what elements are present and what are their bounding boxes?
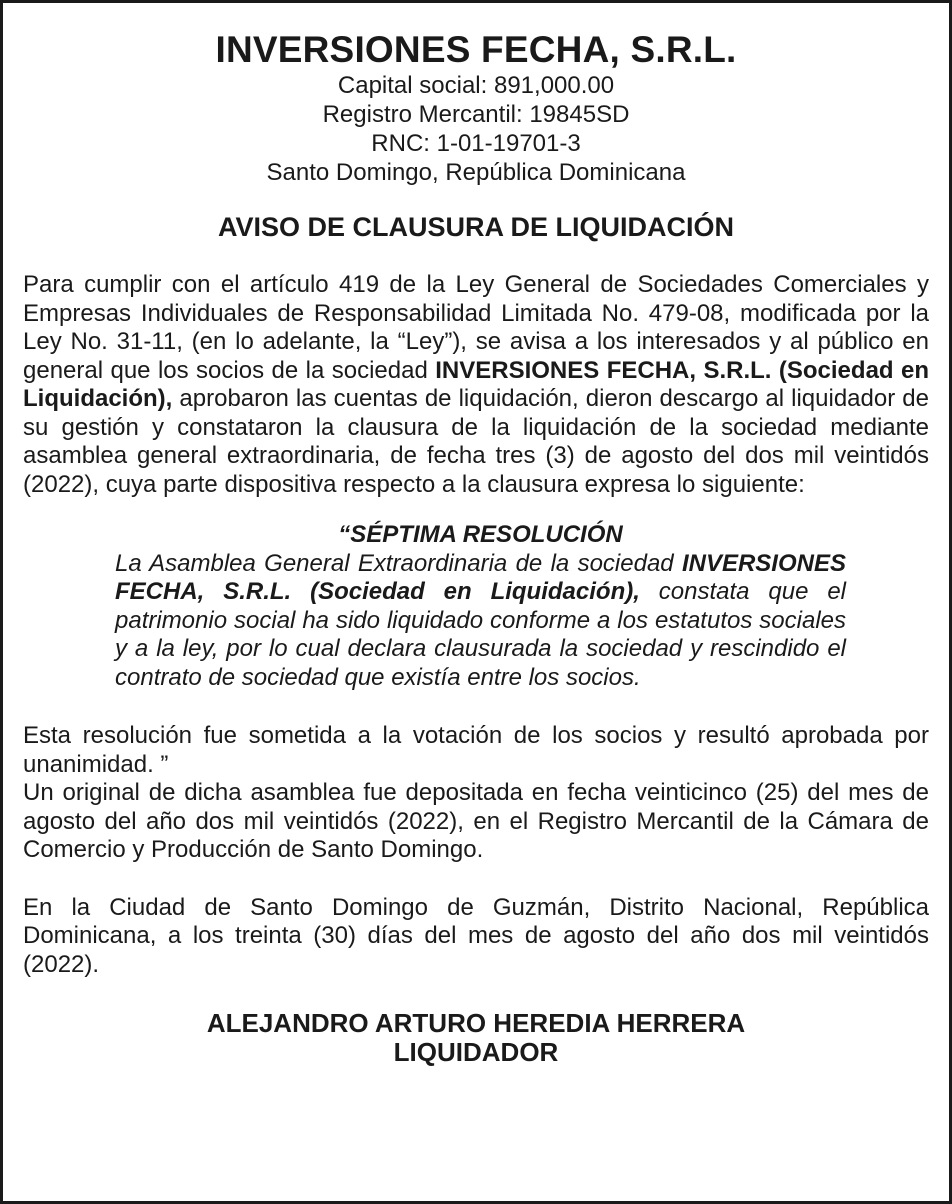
company-name: INVERSIONES FECHA, S.R.L. bbox=[215, 29, 737, 70]
capital-social: Capital social: 891,000.00 bbox=[337, 72, 615, 99]
rnc-number: RNC: 1-01-19701-3 bbox=[371, 130, 581, 157]
intro-text-before: Para cumplir con el artículo 419 de la Ley General de Sociedades Comerciales y Empresas Individuales de Responsabilidad Limitada No. 479-08, modificada por la Ley No. 31-11, (en lo adelante, la “Ley”), se avisa a los interesados y al público en general que los socios de la sociedad bbox=[23, 271, 929, 384]
deposit-paragraph: Un original de dicha asamblea fue depositada en fecha veinticinco (25) del mes de agosto del año dos mil veintidós (2022), en el Registro Mercantil de la Cámara de Comercio y Producción de Santo Domingo. bbox=[23, 779, 929, 863]
closing-paragraph: En la Ciudad de Santo Domingo de Guzmán, Distrito Nacional, República Dominicana, a los treinta (30) días del mes de agosto del año dos mil veintidós (2022). bbox=[23, 893, 929, 978]
intro-paragraph bbox=[23, 271, 929, 499]
registro-mercantil: Registro Mercantil: 19845SD bbox=[322, 101, 630, 128]
signatory-role: LIQUIDADOR bbox=[393, 1036, 559, 1067]
resolution-title: “SÉPTIMA RESOLUCIÓN bbox=[338, 521, 623, 548]
resolution-quote bbox=[23, 521, 929, 692]
intro-company-bold: INVERSIONES FECHA, S.R.L. (Sociedad en Liquidación), bbox=[23, 356, 930, 412]
intro-text-after: aprobaron las cuentas de liquidación, dieron descargo al liquidador de su gestión y constataron la clausura de la liquidación de la sociedad mediante asamblea general extraordinaria, de fecha tres (3) de agosto del dos mil veintidós (2022), cuya parte dispositiva respecto a la clausura expresa lo siguiente: bbox=[23, 385, 929, 498]
resolution-body bbox=[115, 550, 846, 693]
company-location: Santo Domingo, República Dominicana bbox=[266, 159, 686, 186]
resolution-text-after: constata que el patrimonio social ha sido liquidado conforme a los estatutos sociales y a la ley, por lo cual declara clausurada la sociedad y rescindido el contrato de sociedad que existía entre los socios. bbox=[115, 578, 847, 691]
resolution-text-before: La Asamblea General Extraordinaria de la sociedad bbox=[115, 549, 682, 577]
signatory-name: ALEJANDRO ARTURO HEREDIA HERRERA bbox=[206, 1008, 746, 1038]
resolution-company-bold: INVERSIONES FECHA, S.R.L. (Sociedad en Liquidación), bbox=[115, 549, 846, 605]
vote-paragraph: Esta resolución fue sometida a la votación de los socios y resultó aprobada por unanimidad. ” bbox=[23, 722, 929, 778]
notice-title: AVISO DE CLAUSURA DE LIQUIDACIÓN bbox=[217, 212, 735, 242]
